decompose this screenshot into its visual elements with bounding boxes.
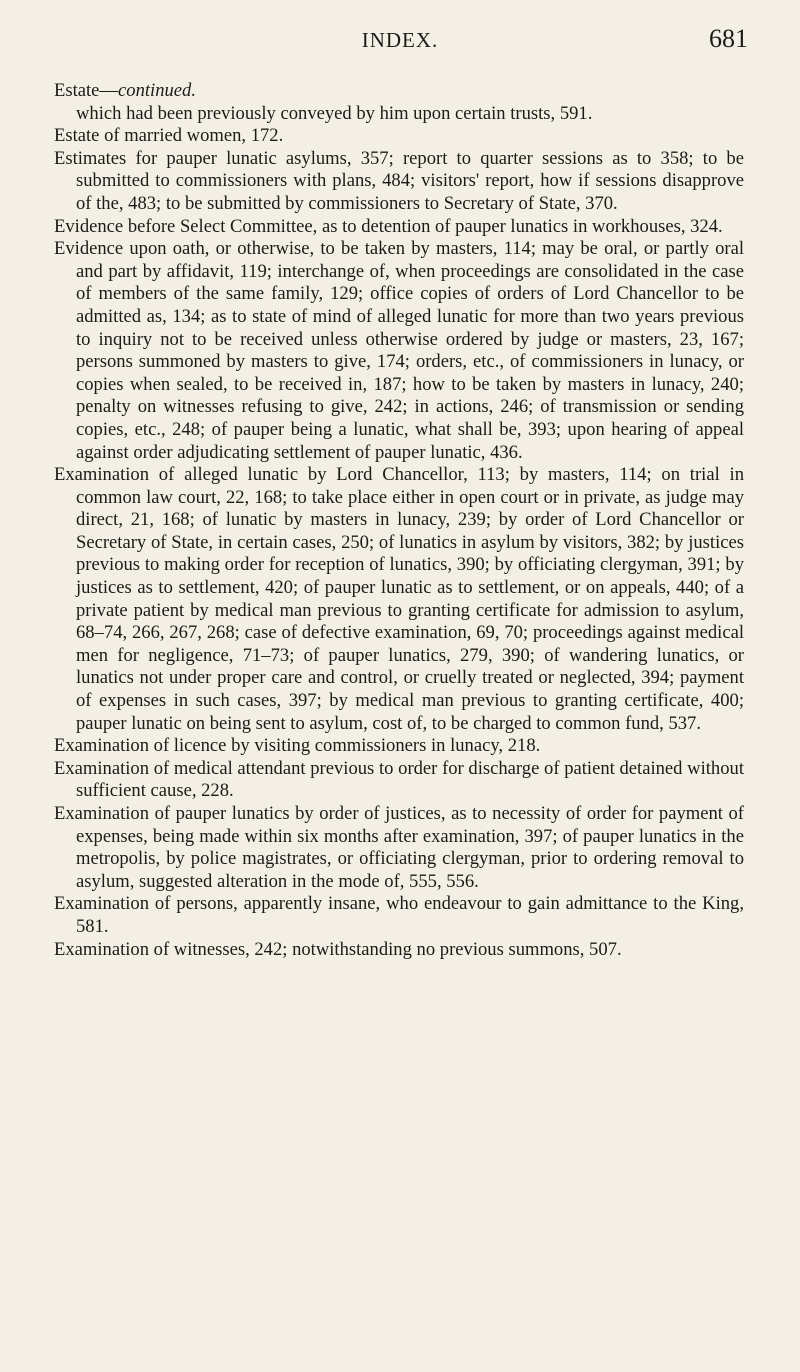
index-entry: Evidence upon oath, or otherwise, to be taken by masters, 114; may be oral, or partly oral and part by affidavit, 119; interchange of, when proceedings are consolidated in the case of members of the same family, 129; office copies of orders of Lord Chancellor to be admitted as, 134; as to state of mind of alleged lunatic for more than two years previous to inquiry not to be received unless otherwise ordered by judge or masters, 23, 167; persons summoned by masters to give, 174; orders, etc., of commissioners in lunacy, or copies when sealed, to be received in, 187; how to be taken by masters in lunacy, 240; penalty on witnesses refusing to give, 242; in actions, 246; of transmission or sending copies, etc., 248; of pauper being a lunatic, what shall be, 393; upon hearing of appeal against order adjudicating settlement of pauper lunatic, 436. [54, 238, 744, 463]
index-entry-continuation: which had been previously conveyed by him upon certain trusts, 591. [76, 102, 593, 124]
heading-term: Estate— [54, 80, 119, 101]
index-entry: Evidence before Select Committee, as to detention of pauper lunatics in workhouses, 324. [54, 215, 723, 237]
index-entry: Examination of witnesses, 242; notwithstanding no previous summons, 507. [54, 938, 622, 960]
page-number: 681 [709, 24, 748, 53]
index-entry: Estimates for pauper lunatic asylums, 357; report to quarter sessions as to 358; to be submitted to commissioners with plans, 484; visitors' report, how if sessions disapprove of the, 483; to be submitted by commissioners to Secretary of State, 370. [54, 147, 744, 214]
index-entry: Examination of alleged lunatic by Lord Chancellor, 113; by masters, 114; on trial in common law court, 22, 168; to take place either in open court or in private, as judge may direct, 21, 168; of lunatic by masters in lunacy, 239; by order of Lord Chancellor or Secretary of State, in certain cases, 250; of lunatics in asylum by visitors, 382; by justices previous to making order for reception of lunatics, 390; by officiating clergyman, 391; by justices as to settlement, 420; of pauper lunatic as to settlement, or on appeals, 440; of a private patient by medical man previous to granting certificate for admission to asylum, 68–74, 266, 267, 268; case of defective examination, 69, 70; proceedings against medical men for negligence, 71–73; of pauper lunatics, 279, 390; of wandering lunatics, or lunatics not under proper care and control, or cruelly treated or neglected, 394; payment of expenses in such cases, 397; by medical man previous to granting certificate, 400; pauper lunatic on being sent to asylum, cost of, to be charged to common fund, 537. [54, 464, 744, 734]
continued-heading [54, 80, 744, 103]
index-entry: Examination of persons, apparently insane, who endeavour to gain admittance to the King, 581. [54, 893, 744, 937]
running-head [0, 24, 800, 58]
running-head-title: INDEX. [361, 28, 439, 52]
index-entry: Examination of medical attendant previous to order for discharge of patient detained without sufficient cause, 228. [54, 757, 744, 802]
index-entry: Examination of licence by visiting commissioners in lunacy, 218. [54, 735, 541, 757]
heading-qualifier: continued. [118, 80, 197, 101]
index-entry: Estate of married women, 172. [54, 125, 284, 147]
index-entries [54, 80, 744, 961]
index-entry: Examination of pauper lunatics by order of justices, as to necessity of order for payment of expenses, being made within six months after examination, 397; of pauper lunatics in the metropolis, by police magistrates, or officiating clergyman, prior to ordering removal to asylum, suggested alteration in the mode of, 555, 556. [54, 803, 744, 892]
